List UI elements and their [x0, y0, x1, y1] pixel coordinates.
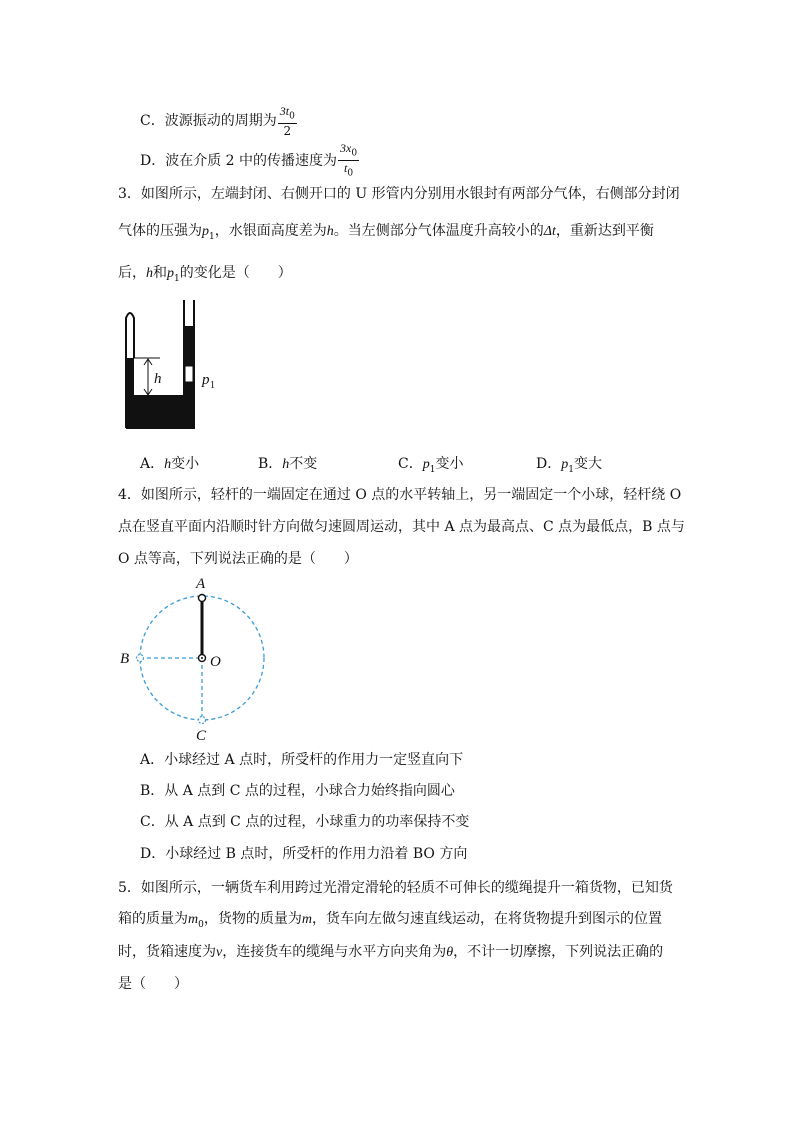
- q4-option-b[interactable]: B．从 A 点到 C 点的过程，小球合力始终指向圆心: [140, 783, 455, 799]
- q3-option-d[interactable]: D．$p_1$变大: [536, 456, 602, 475]
- q4-stem-line1: 4．如图所示，轻杆的一端固定在通过 O 点的水平转轴上，另一端固定一个小球，轻杆绕 O: [118, 487, 682, 503]
- q3-stem-line3: 后，h和$p_1$的变化是（ ）: [118, 265, 292, 284]
- q5-stem-line4: 是（ ）: [118, 976, 188, 992]
- q4-option-a[interactable]: A．小球经过 A 点时，所受杆的作用力一定竖直向下: [140, 752, 464, 768]
- q4-stem-line3: O 点等高，下列说法正确的是（ ）: [118, 551, 358, 567]
- q3-stem-line2: 气体的压强为$p_1$，水银面高度差为h。当左侧部分气体温度升高较小的Δt，重新达到平衡: [118, 223, 654, 242]
- q3-fig-p-label: p: [202, 372, 210, 388]
- q3-u-tube-figure: [118, 296, 228, 436]
- q3-option-a[interactable]: A．h变小: [140, 456, 200, 472]
- q4-option-c[interactable]: C．从 A 点到 C 点的过程，小球重力的功率保持不变: [140, 814, 470, 830]
- q4-fig-label-a: A: [196, 576, 206, 592]
- q4-fig-label-o: O: [210, 654, 221, 670]
- q5-stem-line2: 箱的质量为$m_0$，货物的质量为m，货车向左做匀速直线运动，在将货物提升到图示的位置: [118, 911, 662, 930]
- q3-option-b[interactable]: B．h不变: [258, 456, 318, 472]
- q2-option-d-fraction: $\frac{3x_0}{t_0}$: [340, 141, 358, 179]
- q4-fig-label-b: B: [120, 651, 130, 667]
- q4-stem-line2: 点在竖直平面内沿顺时针方向做匀速圆周运动，其中 A 点为最高点、C 点为最低点，B 点与: [118, 519, 685, 535]
- q2-option-c-text: C．波源振动的周期为: [140, 113, 277, 130]
- q3-stem-line1: 3．如图所示，左端封闭、右侧开口的 U 形管内分别用水银封有两部分气体，右侧部分封闭: [118, 186, 680, 202]
- q3-fig-h-label: h: [154, 371, 162, 387]
- q4-fig-label-c: C: [196, 728, 207, 744]
- q3-fig-p-sub: 1: [210, 380, 215, 391]
- q4-option-d[interactable]: D．小球经过 B 点时，所受杆的作用力沿着 BO 方向: [140, 846, 468, 862]
- q2-option-c-fraction: $\frac{3t_0}{2}$: [279, 104, 295, 139]
- q3-option-c[interactable]: C．$p_1$变小: [398, 456, 464, 475]
- q5-stem-line3: 时，货箱速度为v，连接货车的缆绳与水平方向夹角为θ，不计一切摩擦，下列说法正确的: [118, 944, 664, 960]
- q2-option-d-text: D．波在介质 2 中的传播速度为: [140, 152, 338, 169]
- q5-stem-line1: 5．如图所示，一辆货车利用跨过光滑定滑轮的轻质不可伸长的缆绳提升一箱货物，已知货: [118, 880, 673, 896]
- q2-option-d[interactable]: [140, 141, 360, 181]
- q2-option-c[interactable]: [140, 104, 298, 138]
- q4-circle-figure: [116, 574, 276, 744]
